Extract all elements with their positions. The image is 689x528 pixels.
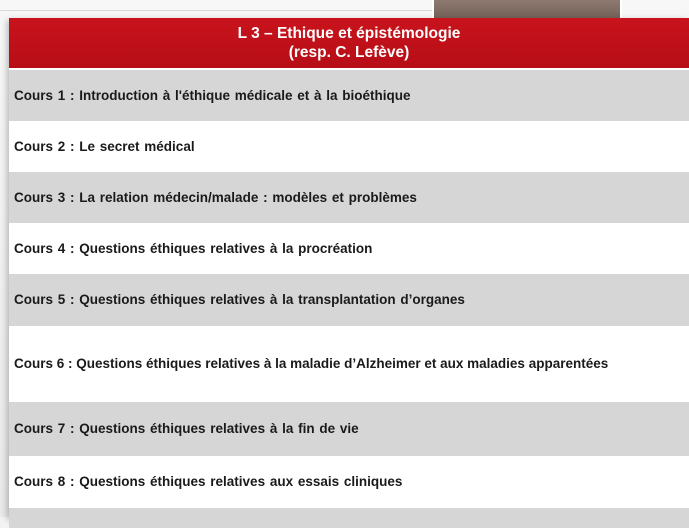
course-4-text: Cours 4 : Questions éthiques relatives à la procréation xyxy=(14,240,373,256)
table-row-course-8 xyxy=(9,456,689,508)
table-row-course-3 xyxy=(9,172,689,223)
course-3-text: Cours 3 : La relation médecin/malade : modèles et problèmes xyxy=(14,189,417,205)
course-table xyxy=(9,18,689,517)
table-row-empty xyxy=(9,508,689,528)
course-2-text: Cours 2 : Le secret médical xyxy=(14,138,195,154)
table-row-course-4 xyxy=(9,223,689,274)
table-row-course-2 xyxy=(9,121,689,172)
top-divider-line xyxy=(0,10,432,11)
course-1-text: Cours 1 : Introduction à l'éthique médicale et à la bioéthique xyxy=(14,87,411,103)
table-row-course-7 xyxy=(9,402,689,456)
table-row-course-1 xyxy=(9,70,689,121)
course-list xyxy=(9,70,689,528)
header-subtitle: (resp. C. Lefève) xyxy=(288,44,410,61)
course-6-text: Cours 6 : Questions éthiques relatives à la maladie d’Alzheimer et aux maladies apparentées xyxy=(14,356,609,371)
course-8-text: Cours 8 : Questions éthiques relatives aux essais cliniques xyxy=(14,474,403,489)
table-header xyxy=(9,18,689,70)
header-title: L 3 – Ethique et épistémologie xyxy=(237,25,461,42)
course-5-text: Cours 5 : Questions éthiques relatives à la transplantation d’organes xyxy=(14,292,465,307)
course-7-text: Cours 7 : Questions éthiques relatives à la fin de vie xyxy=(14,421,359,436)
table-row-course-6 xyxy=(9,326,689,402)
table-row-course-5 xyxy=(9,274,689,326)
